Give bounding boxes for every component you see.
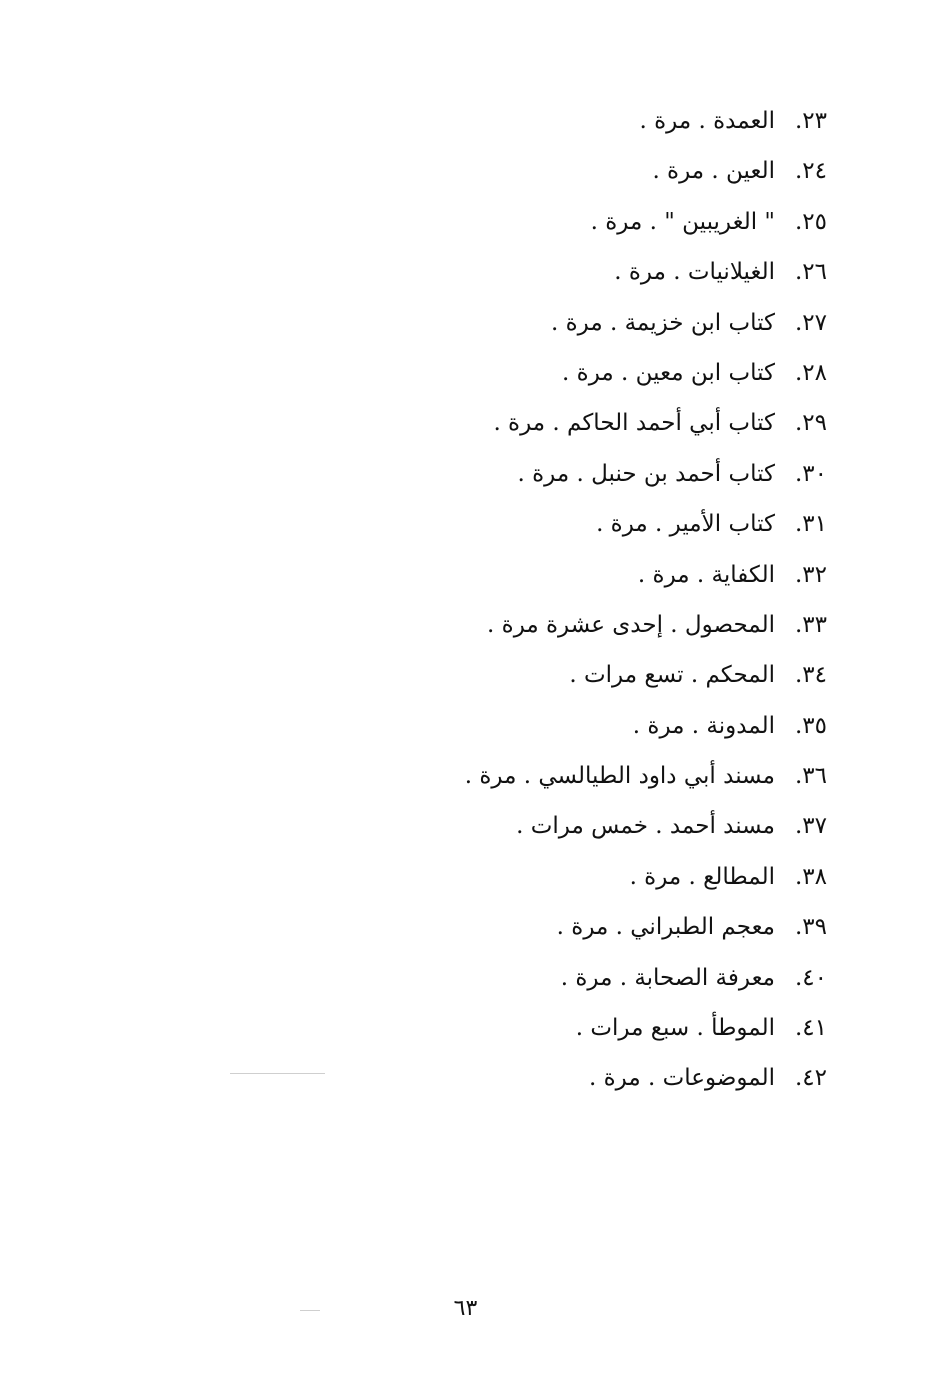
item-number: ٢٦. (794, 259, 827, 286)
list-item (465, 600, 827, 650)
item-text: المحكم . تسع مرات . (569, 662, 775, 689)
list-item (465, 1053, 827, 1103)
list-item (465, 146, 827, 196)
item-text: كتاب أبي أحمد الحاكم . مرة . (493, 410, 775, 437)
item-text: المحصول . إحدى عشرة مرة . (487, 611, 775, 638)
list-item (465, 550, 827, 600)
item-text: المدونة . مرة . (632, 712, 775, 739)
item-number: ٣٣. (794, 611, 827, 638)
item-number: ٣٤. (794, 662, 827, 689)
list-item (465, 751, 827, 801)
item-text: مسند أبي داود الطيالسي . مرة . (464, 763, 775, 790)
page-number: ٦٣ (453, 1296, 478, 1321)
list-item (465, 197, 827, 247)
reference-list (465, 96, 827, 1104)
list-item (465, 852, 827, 902)
item-number: ٤١. (794, 1015, 827, 1042)
item-text: الكفاية . مرة . (637, 561, 775, 588)
item-number: ٢٩. (794, 410, 827, 437)
item-number: ٣١. (794, 511, 827, 538)
item-number: ٢٥. (794, 208, 827, 235)
item-number: ٢٧. (794, 309, 827, 336)
list-item (465, 650, 827, 700)
list-item (465, 96, 827, 146)
list-item (465, 449, 827, 499)
list-item (465, 902, 827, 952)
item-text: كتاب ابن معين . مرة . (562, 359, 775, 386)
item-number: ٢٤. (794, 158, 827, 185)
item-text: كتاب ابن خزيمة . مرة . (550, 309, 775, 336)
list-item (465, 298, 827, 348)
item-text: مسند أحمد . خمس مرات . (516, 813, 775, 840)
item-text: معجم الطبراني . مرة . (556, 914, 775, 941)
item-number: ٣٥. (794, 712, 827, 739)
item-text: كتاب أحمد بن حنبل . مرة . (517, 460, 775, 487)
item-number: ٢٨. (794, 359, 827, 386)
item-number: ٢٣. (794, 108, 827, 134)
item-text: العمدة . مرة . (639, 108, 775, 134)
item-number: ٣٠. (794, 460, 827, 487)
item-number: ٣٢. (794, 561, 827, 588)
item-text: كتاب الأمير . مرة . (596, 511, 775, 538)
item-text: معرفة الصحابة . مرة . (560, 964, 775, 991)
item-number: ٤٠. (794, 964, 827, 991)
scan-artifact (230, 1073, 325, 1074)
item-text: " الغريبين " . مرة . (590, 208, 775, 235)
item-number: ٣٧. (794, 813, 827, 840)
item-text: الموطأ . سبع مرات . (575, 1015, 775, 1042)
item-number: ٣٦. (794, 763, 827, 790)
list-item (465, 247, 827, 297)
item-text: الغيلانيات . مرة . (614, 259, 775, 286)
list-item (465, 953, 827, 1003)
list-item (465, 348, 827, 398)
item-text: الموضوعات . مرة . (589, 1065, 775, 1092)
item-text: المطالع . مرة . (629, 863, 775, 890)
item-number: ٤٢. (794, 1065, 827, 1092)
list-item (465, 398, 827, 448)
item-number: ٣٩. (794, 914, 827, 941)
list-item (465, 1003, 827, 1053)
item-number: ٣٨. (794, 863, 827, 890)
list-item (465, 499, 827, 549)
item-text: العين . مرة . (652, 158, 775, 185)
list-item (465, 701, 827, 751)
list-item (465, 801, 827, 851)
